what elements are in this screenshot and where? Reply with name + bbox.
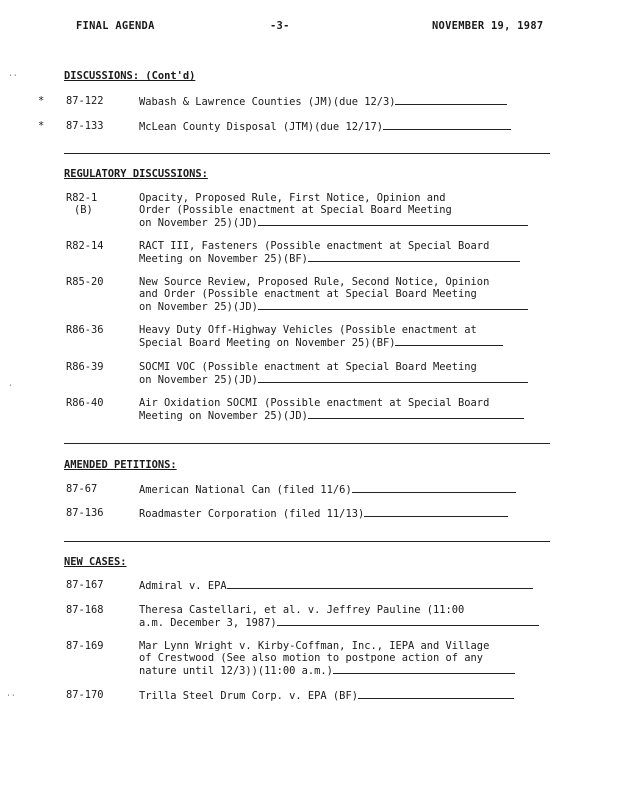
section-divider: [64, 443, 550, 444]
item-description: [139, 689, 551, 702]
new-cases-heading: NEW CASES:: [64, 556, 127, 568]
discussions-heading: DISCUSSIONS: (Cont'd): [64, 70, 196, 82]
item-description: [139, 397, 551, 422]
item-number: 87-169: [66, 640, 104, 652]
amended-heading: AMENDED PETITIONS:: [64, 459, 177, 471]
item-line: Heavy Duty Off-Highway Vehicles (Possible enactment at: [139, 324, 477, 336]
item-line: RACT III, Fasteners (Possible enactment at Special Board: [139, 240, 490, 252]
item-number: 87-122: [66, 95, 104, 107]
section-divider: [64, 153, 550, 154]
scan-speck: ⋅: [8, 381, 13, 390]
section-divider: [64, 541, 550, 542]
item-number: R82-14: [66, 240, 104, 252]
item-marker: *: [38, 120, 45, 132]
item-number: R85-20: [66, 276, 104, 288]
item-line: of Crestwood (See also motion to postpone action of any: [139, 652, 484, 664]
item-line: Mar Lynn Wright v. Kirby-Coffman, Inc., IEPA and Village: [139, 640, 490, 652]
item-line: Meeting on November 25)(JD): [139, 410, 308, 422]
item-line: on November 25)(JD): [139, 301, 258, 313]
item-line: McLean County Disposal (JTM)(due 12/17): [139, 121, 383, 133]
header-left: FINAL AGENDA: [76, 20, 155, 32]
item-description: [139, 95, 551, 108]
regulatory-heading: REGULATORY DISCUSSIONS:: [64, 168, 208, 180]
item-line: on November 25)(JD): [139, 374, 258, 386]
item-line: New Source Review, Proposed Rule, Second Notice, Opinion: [139, 276, 490, 288]
item-line: and Order (Possible enactment at Special Board Meeting: [139, 288, 477, 300]
item-line: Trilla Steel Drum Corp. v. EPA (BF): [139, 690, 358, 702]
item-line: Roadmaster Corporation (filed 11/13): [139, 508, 365, 520]
item-line: SOCMI VOC (Possible enactment at Special Board Meeting: [139, 361, 477, 373]
item-description: [139, 192, 551, 229]
item-line: Theresa Castellari, et al. v. Jeffrey Pauline (11:00: [139, 604, 465, 616]
item-description: [139, 324, 551, 349]
item-number: 87-67: [66, 483, 98, 495]
item-description: [139, 579, 551, 592]
item-number: R82-1: [66, 192, 98, 204]
item-line: nature until 12/3))(11:00 a.m.): [139, 665, 333, 677]
item-line: Admiral v. EPA: [139, 580, 227, 592]
item-number: 87-170: [66, 689, 104, 701]
page-number: -3-: [270, 20, 290, 32]
item-line: Meeting on November 25)(BF): [139, 253, 308, 265]
item-number: R86-39: [66, 361, 104, 373]
item-number: 87-168: [66, 604, 104, 616]
item-line: Air Oxidation SOCMI (Possible enactment at Special Board: [139, 397, 490, 409]
header-date: NOVEMBER 19, 1987: [432, 20, 544, 32]
item-number: 87-167: [66, 579, 104, 591]
item-description: [139, 240, 551, 265]
item-description: [139, 276, 551, 313]
item-description: [139, 507, 551, 520]
item-number: R86-36: [66, 324, 104, 336]
item-line: on November 25)(JD): [139, 217, 258, 229]
item-number-suffix: (B): [74, 204, 93, 216]
item-number: 87-136: [66, 507, 104, 519]
item-number: 87-133: [66, 120, 104, 132]
item-line: a.m. December 3, 1987): [139, 617, 277, 629]
item-description: [139, 604, 551, 629]
item-description: [139, 361, 551, 386]
item-description: [139, 483, 551, 496]
item-description: [139, 640, 551, 677]
item-line: Order (Possible enactment at Special Board Meeting: [139, 204, 452, 216]
item-line: Special Board Meeting on November 25)(BF): [139, 337, 396, 349]
scan-speck: ⋅⋅: [6, 691, 16, 700]
item-description: [139, 120, 551, 133]
scan-speck: ⋅⋅: [8, 71, 18, 80]
item-marker: *: [38, 95, 45, 107]
item-line: Opacity, Proposed Rule, First Notice, Opinion and: [139, 192, 446, 204]
item-line: Wabash & Lawrence Counties (JM)(due 12/3): [139, 96, 396, 108]
item-line: American National Can (filed 11/6): [139, 484, 352, 496]
item-number: R86-40: [66, 397, 104, 409]
